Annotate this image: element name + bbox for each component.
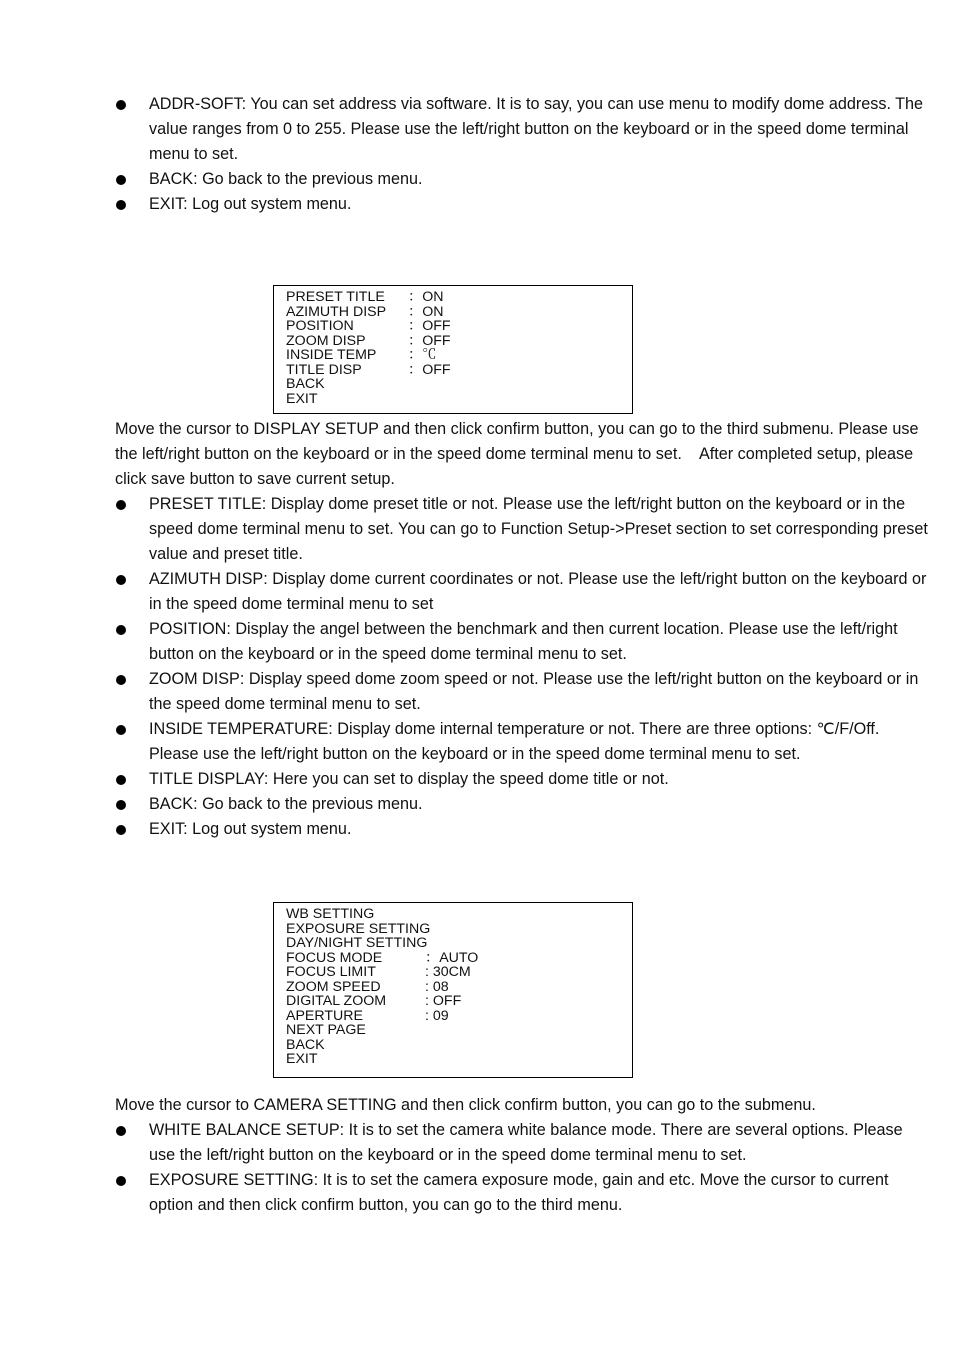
addr-bullet-list xyxy=(115,92,931,217)
menu-row-day-night-setting xyxy=(286,936,620,951)
bullet-icon xyxy=(116,175,126,185)
bullet-text: INSIDE TEMPERATURE: Display dome internal temperature or not. There are three options: ℃/F/Off. Please use the left/right button on the keyboard or in the speed dome terminal menu to set. xyxy=(149,720,880,763)
display-setup-menu xyxy=(273,285,633,414)
bullet-icon xyxy=(116,775,126,785)
list-item xyxy=(115,567,931,617)
bullet-text: POSITION: Display the angel between the benchmark and then current location. Please use the left/right button on the keyboard or in the speed dome terminal menu to set. xyxy=(149,620,898,663)
menu-label: TITLE DISP xyxy=(286,361,362,378)
camera-setting-menu xyxy=(273,902,633,1078)
menu-row-focus-mode xyxy=(286,951,620,966)
menu-row-zoom-disp xyxy=(286,334,620,349)
menu-row-wb-setting xyxy=(286,907,620,922)
bullet-icon xyxy=(116,675,126,685)
list-item xyxy=(115,767,931,792)
menu-value: : 08 xyxy=(425,978,449,995)
menu-value: ：AUTO xyxy=(425,949,479,966)
list-item xyxy=(115,717,931,767)
menu-label: DAY/NIGHT SETTING xyxy=(286,935,428,951)
list-item xyxy=(115,817,931,842)
list-item xyxy=(115,667,931,717)
list-item xyxy=(115,167,931,192)
list-item xyxy=(115,492,931,567)
menu-row-inside-temp xyxy=(286,348,620,363)
list-item xyxy=(115,92,931,167)
bullet-text: BACK: Go back to the previous menu. xyxy=(149,795,423,813)
menu-label: WB SETTING xyxy=(286,906,375,922)
list-item xyxy=(115,1168,931,1218)
list-item xyxy=(115,192,931,217)
bullet-icon xyxy=(116,800,126,810)
menu-label: APERTURE xyxy=(286,1007,363,1024)
bullet-text: BACK: Go back to the previous menu. xyxy=(149,170,423,188)
menu-row-exit xyxy=(286,392,620,407)
bullet-text: EXIT: Log out system menu. xyxy=(149,820,352,838)
bullet-icon xyxy=(116,725,126,735)
display-bullet-list xyxy=(115,492,931,842)
menu-value: : 09 xyxy=(425,1007,449,1024)
menu-value: ：OFF xyxy=(408,318,451,334)
bullet-text: ZOOM DISP: Display speed dome zoom speed or not. Please use the left/right button on the keyboard or in the speed dome terminal menu to set. xyxy=(149,670,919,713)
camera-setting-intro: Move the cursor to CAMERA SETTING and then click confirm button, you can go to the submenu. xyxy=(115,1096,816,1114)
menu-label: EXPOSURE SETTING xyxy=(286,920,431,937)
menu-label: INSIDE TEMP xyxy=(286,347,377,363)
bullet-text: AZIMUTH DISP: Display dome current coordinates or not. Please use the left/right button on the keyboard or in the speed dome terminal menu to set xyxy=(149,570,927,613)
menu-row-next-page xyxy=(286,1023,620,1038)
menu-row-zoom-speed xyxy=(286,980,620,995)
menu-label: ZOOM DISP xyxy=(286,332,366,349)
menu-row-title-disp xyxy=(286,363,620,378)
bullet-icon xyxy=(116,825,126,835)
menu-label: PRESET TITLE xyxy=(286,289,385,305)
menu-label: POSITION xyxy=(286,318,354,334)
bullet-text: EXIT: Log out system menu. xyxy=(149,195,352,213)
list-item xyxy=(115,617,931,667)
menu-row-exposure-setting xyxy=(286,922,620,937)
bullet-text: EXPOSURE SETTING: It is to set the camera exposure mode, gain and etc. Move the cursor to current option and then click confirm button, you can go to the third menu. xyxy=(149,1171,889,1214)
menu-row-position xyxy=(286,319,620,334)
bullet-icon xyxy=(116,500,126,510)
menu-value: ：OFF xyxy=(408,332,451,349)
menu-row-aperture xyxy=(286,1009,620,1024)
menu-label: EXIT xyxy=(286,1051,318,1067)
menu-row-back xyxy=(286,377,620,392)
menu-value: : 30CM xyxy=(425,964,471,980)
menu-row-focus-limit xyxy=(286,965,620,980)
display-setup-intro: Move the cursor to DISPLAY SETUP and then click confirm button, you can go to the third submenu. Please use the left/right button on the keyboard or in the speed dome terminal menu to set. After completed setup, please click save button to save current setup. xyxy=(115,420,924,488)
menu-label: BACK xyxy=(286,376,325,392)
menu-row-exit xyxy=(286,1052,620,1067)
menu-label: NEXT PAGE xyxy=(286,1022,366,1038)
bullet-icon xyxy=(116,575,126,585)
menu-label: BACK xyxy=(286,1036,325,1053)
menu-label: AZIMUTH DISP xyxy=(286,303,387,320)
camera-bullet-list xyxy=(115,1118,931,1218)
bullet-icon xyxy=(116,200,126,210)
list-item xyxy=(115,1118,931,1168)
menu-row-digital-zoom xyxy=(286,994,620,1009)
menu-value: ：ON xyxy=(408,289,444,305)
menu-label: ZOOM SPEED xyxy=(286,978,381,995)
bullet-text: ADDR-SOFT: You can set address via software. It is to say, you can use menu to modify dome address. The value ranges from 0 to 255. Please use the left/right button on the keyboard or in the speed dome terminal menu to set. xyxy=(149,95,924,163)
bullet-icon xyxy=(116,625,126,635)
menu-row-azimuth-disp xyxy=(286,305,620,320)
bullet-text: PRESET TITLE: Display dome preset title or not. Please use the left/right button on the keyboard or in the speed dome terminal menu to set. You can go to Function Setup->Preset section to set corresponding preset value and preset title. xyxy=(149,495,928,563)
menu-value: : OFF xyxy=(425,993,462,1009)
list-item xyxy=(115,792,931,817)
menu-label: FOCUS MODE xyxy=(286,949,383,966)
menu-value: ：℃ xyxy=(408,347,437,363)
bullet-text: TITLE DISPLAY: Here you can set to display the speed dome title or not. xyxy=(149,770,669,788)
menu-label: EXIT xyxy=(286,390,318,407)
bullet-icon xyxy=(116,100,126,110)
menu-label: DIGITAL ZOOM xyxy=(286,993,387,1009)
bullet-text: WHITE BALANCE SETUP: It is to set the camera white balance mode. There are several options. Please use the left/right button on the keyboard or in the speed dome terminal menu to set. xyxy=(149,1121,903,1164)
menu-label: FOCUS LIMIT xyxy=(286,964,376,980)
menu-value: ：OFF xyxy=(408,361,451,378)
bullet-icon xyxy=(116,1126,126,1136)
menu-row-back xyxy=(286,1038,620,1053)
bullet-icon xyxy=(116,1176,126,1186)
menu-row-preset-title xyxy=(286,290,620,305)
menu-value: ：ON xyxy=(408,303,444,320)
